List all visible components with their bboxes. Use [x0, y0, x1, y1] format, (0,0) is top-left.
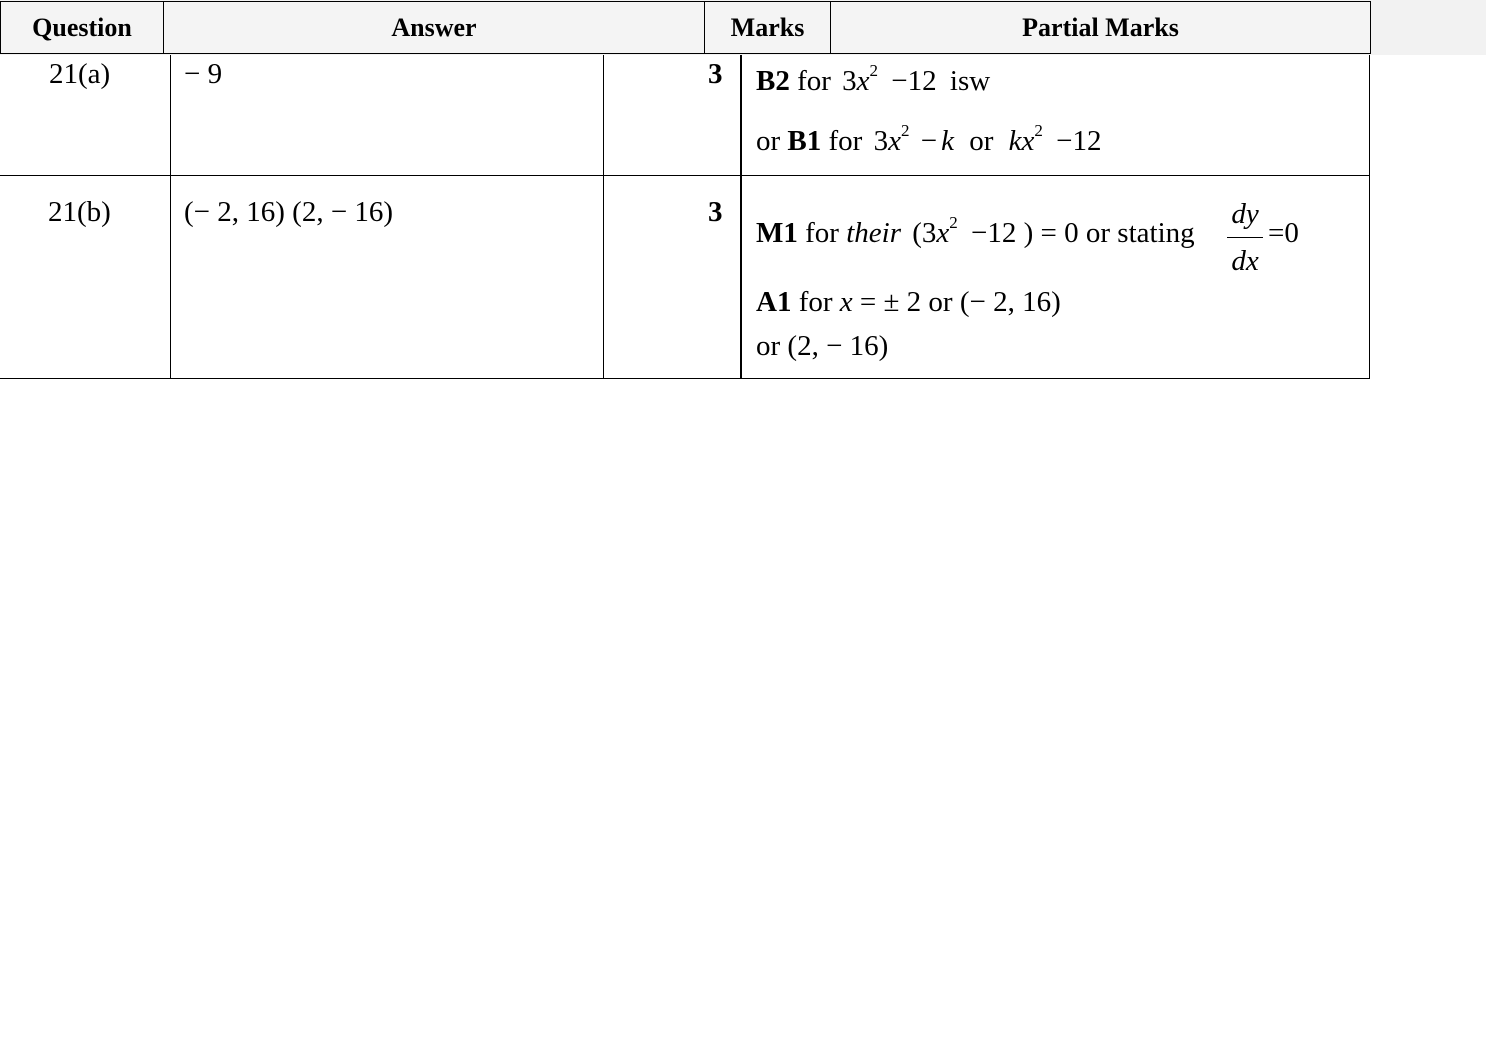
- mark-code: B1: [787, 125, 822, 157]
- mark-code: B2: [756, 65, 790, 97]
- mark-code: A1: [756, 286, 792, 318]
- grid-line: [603, 55, 604, 379]
- equals-zero: =0: [1268, 217, 1299, 249]
- column-header-question: Question: [0, 1, 164, 54]
- grid-line: [0, 175, 1370, 176]
- partial-mark-line: or (2, − 16): [756, 330, 889, 362]
- marks-value: 3: [708, 58, 723, 90]
- grid-line: [170, 55, 171, 379]
- partial-mark-line: M1 for their ($3x^2 -12$ ) = 0 or stating: [756, 213, 1195, 249]
- partial-mark-line: B2 for $3x^2 -12$ isw: [756, 61, 991, 97]
- partial-mark-line: A1 for x = ± 2 or (− 2, 16): [756, 286, 1061, 318]
- column-header-answer: Answer: [163, 1, 705, 54]
- marks-value: 3: [708, 196, 723, 228]
- derivative-fraction: dy dx: [1227, 200, 1263, 276]
- grid-line: [0, 378, 1370, 379]
- partial-mark-line: or B1 for $3x^2 - k$ or $kx^2 -12$: [756, 121, 1102, 157]
- question-number: 21(a): [49, 58, 111, 90]
- column-header-partial-marks: Partial Marks: [830, 1, 1371, 54]
- grid-line: [1369, 55, 1370, 379]
- answer-value: (− 2, 16) (2, − 16): [184, 196, 394, 228]
- column-header-marks: Marks: [704, 1, 831, 54]
- question-number: 21(b): [48, 196, 111, 228]
- grid-line: [740, 55, 742, 379]
- mark-code: M1: [756, 217, 798, 249]
- answer-value: − 9: [184, 58, 223, 90]
